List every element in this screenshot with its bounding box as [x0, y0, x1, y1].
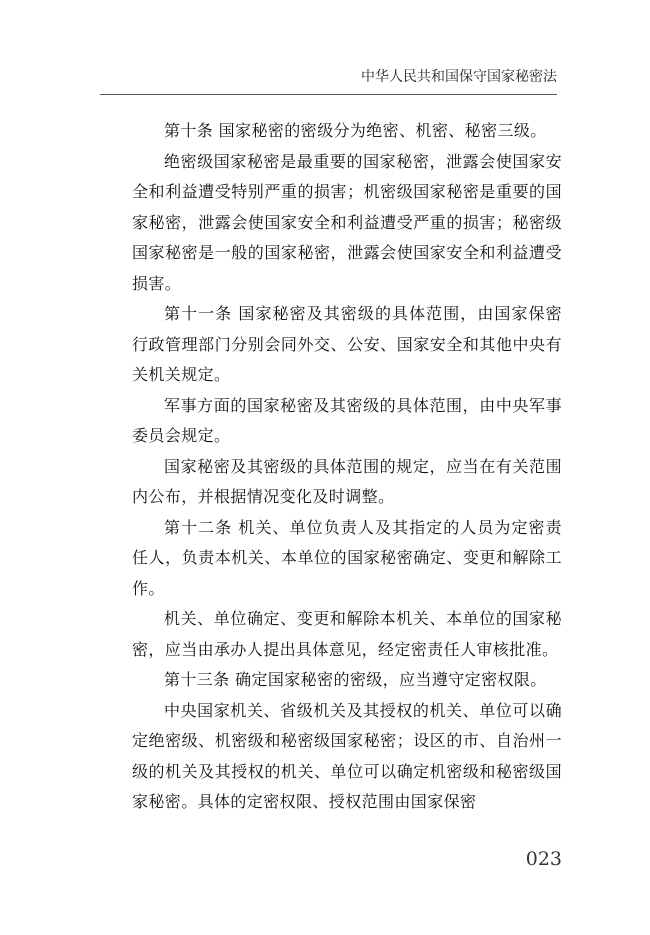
- paragraph: 国家秘密及其密级的具体范围的规定，应当在有关范围内公布，并根据情况变化及时调整。: [132, 456, 562, 506]
- paragraph: 第十一条 国家秘密及其密级的具体范围，由国家保密行政管理部门分别会同外交、公安、国家安全和其他中央有关机关规定。: [132, 304, 562, 384]
- paragraph: 第十三条 确定国家秘密的密级，应当遵守定密权限。: [164, 670, 547, 689]
- paragraph: 军事方面的国家秘密及其密级的具体范围，由中央军事委员会规定。: [132, 395, 562, 445]
- paragraph: 机关、单位确定、变更和解除本机关、本单位的国家秘密，应当由承办人提出具体意见，经定密责任人审核批准。: [132, 609, 562, 659]
- paragraph: 绝密级国家秘密是最重要的国家秘密，泄露会使国家安全和利益遭受特别严重的损害；机密级国家秘密是重要的国家秘密，泄露会使国家安全和利益遭受严重的损害；秘密级国家秘密是一般的国家秘密，泄露会使国家安全和利益遭受损害。: [132, 151, 562, 293]
- running-header: 中华人民共和国保守国家秘密法: [100, 66, 557, 95]
- paragraph: 第十二条 机关、单位负责人及其指定的人员为定密责任人，负责本机关、本单位的国家秘密确定、变更和解除工作。: [132, 517, 562, 598]
- paragraph: 中央国家机关、省级机关及其授权的机关、单位可以确定绝密级、机密级和秘密级国家秘密；设区的市、自治州一级的机关及其授权的机关、单位可以确定机密级和秘密级国家秘密。具体的定密权限、授权范围由国家保密: [132, 700, 562, 811]
- page-number: 023: [525, 848, 562, 870]
- body-text: [132, 116, 562, 818]
- paragraph: 第十条 国家秘密的密级分为绝密、机密、秘密三级。: [164, 121, 547, 140]
